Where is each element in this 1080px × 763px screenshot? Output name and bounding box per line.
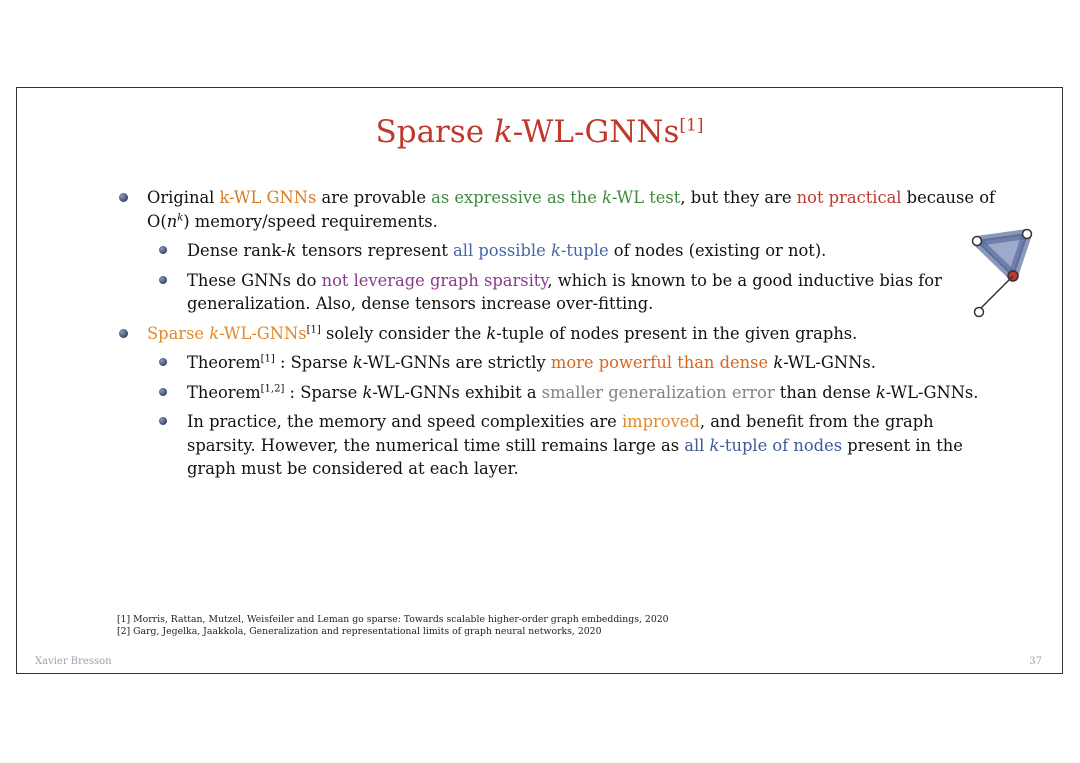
slide-title: Sparse k-WL-GNNs[1] <box>375 114 704 150</box>
bullet-theorem-generalization: Theorem[1,2] : Sparse k-WL-GNNs exhibit a smaller generalization error than dense k-WL-GNNs. <box>117 381 997 405</box>
bullet-dot-icon <box>119 193 128 202</box>
slide-frame <box>16 87 1063 674</box>
bullet-dot-icon <box>119 329 128 338</box>
bullet-sparse-kwl: Sparse k-WL-GNNs[1] solely consider the k-tuple of nodes present in the given graphs. <box>117 322 997 346</box>
footnotes <box>117 614 669 638</box>
bullet-original-kwl: Original k-WL GNNs are provable as expressive as the k-WL test, but they are not practical because of $O(n^k)$ memory/speed requirements. <box>117 186 997 233</box>
graph-linkage-icon <box>965 216 1045 326</box>
bullet-dot-icon <box>159 388 167 396</box>
slide-content <box>117 186 997 487</box>
bullet-dense-tensors: Dense rank-k tensors represent all possible k-tuple of nodes (existing or not). <box>117 239 997 263</box>
bullet-dot-icon <box>159 417 167 425</box>
bullet-in-practice: In practice, the memory and speed complexities are improved, and benefit from the graph sparsity. However, the numerical time still remains large as all k-tuple of nodes present in the graph must be considered at each layer. <box>117 410 997 481</box>
footer-author: Xavier Bresson <box>35 656 112 667</box>
bullet-dot-icon <box>159 246 167 254</box>
page-number: 37 <box>1029 656 1042 667</box>
bullet-theorem-power: Theorem[1] : Sparse k-WL-GNNs are strictly more powerful than dense k-WL-GNNs. <box>117 351 997 375</box>
footnote-2: [2] Garg, Jegelka, Jaakkola, Generalization and representational limits of graph neural networks, 2020 <box>117 626 602 637</box>
bullet-dot-icon <box>159 358 167 366</box>
footnote-1: [1] Morris, Rattan, Mutzel, Weisfeiler and Leman go sparse: Towards scalable higher-order graph embeddings, 2020 <box>117 614 669 625</box>
bullet-dot-icon <box>159 276 167 284</box>
bullet-sparsity: These GNNs do not leverage graph sparsity, which is known to be a good inductive bias for generalization. Also, dense tensors increase over-fitting. <box>117 269 997 316</box>
